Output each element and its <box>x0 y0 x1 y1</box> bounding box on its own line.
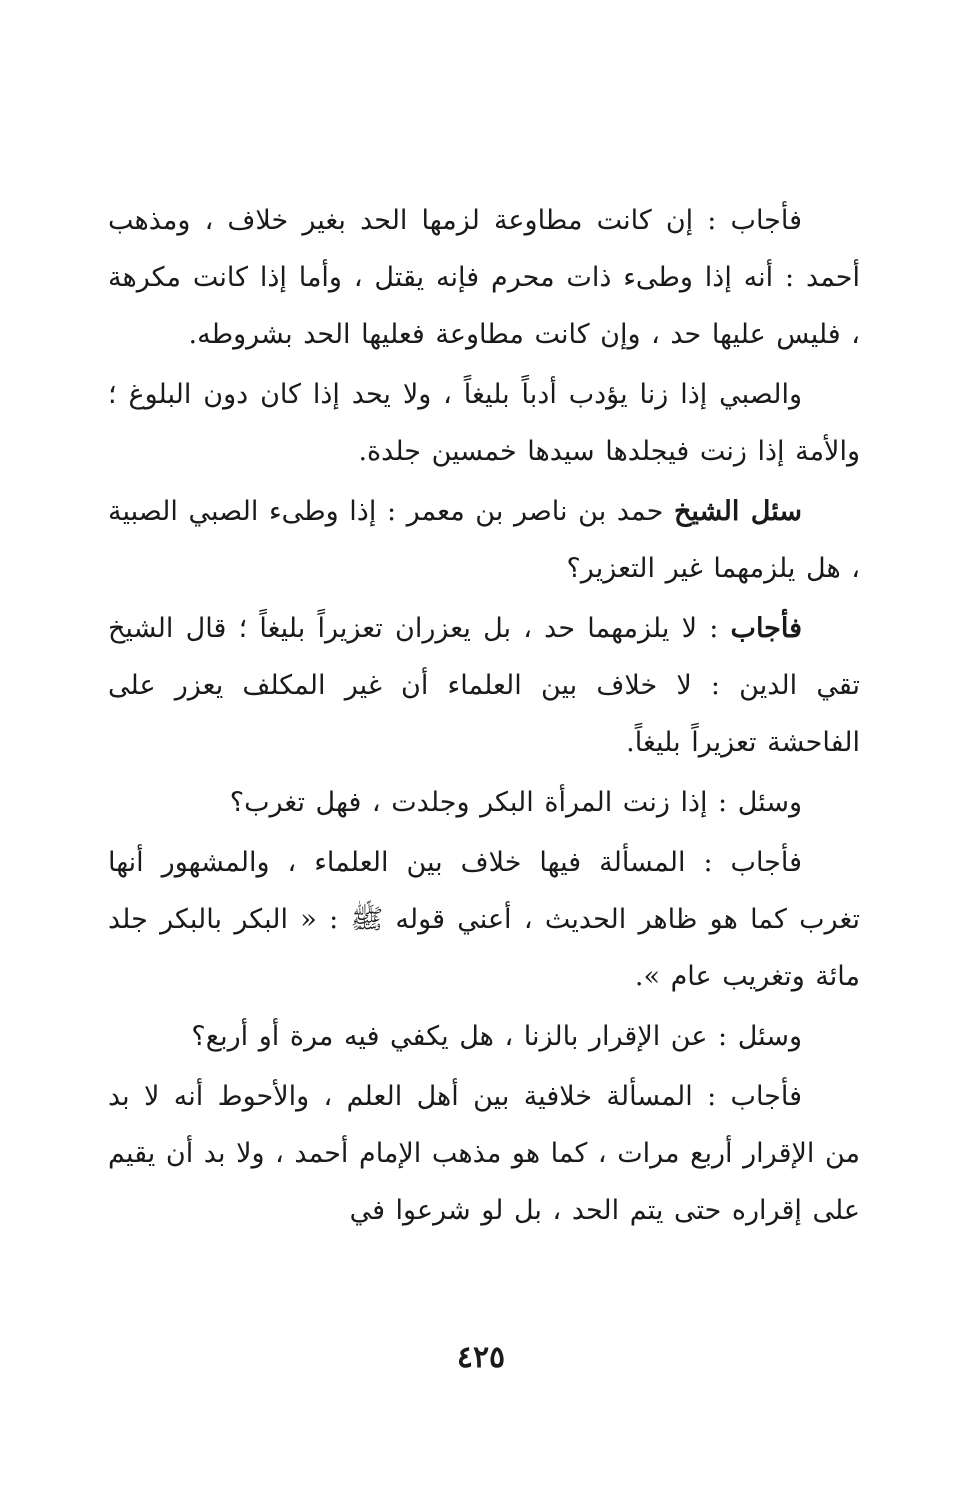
paragraph-2-text: والصبي إذا زنا يؤدب أدباً بليغاً ، ولا يحد إذا كان دون البلوغ ؛ والأمة إذا زنت فيجلدها سيدها خمسين جلدة. <box>108 379 860 467</box>
paragraph-4-lead: فأجاب <box>730 613 802 644</box>
paragraph-6 <box>108 834 860 1005</box>
paragraph-3 <box>108 483 860 597</box>
paragraph-7-text: وسئل : عن الإقرار بالزنا ، هل يكفي فيه مرة أو أربع؟ <box>191 1021 802 1052</box>
paragraph-1-text: فأجاب : إن كانت مطاوعة لزمها الحد بغير خلاف ، ومذهب أحمد : أنه إذا وطىء ذات محرم فإنه يقتل ، وأما إذا كانت مكرهة ، فليس عليها حد ، وإن كانت مطاوعة فعليها الحد بشروطه. <box>108 205 860 350</box>
paragraph-1 <box>108 192 860 363</box>
paragraph-7 <box>108 1008 860 1065</box>
paragraph-3-lead: سئل الشيخ <box>673 496 802 527</box>
paragraph-8 <box>108 1068 860 1239</box>
paragraph-4 <box>108 600 860 771</box>
page-body <box>108 192 860 1242</box>
paragraph-5-text: وسئل : إذا زنت المرأة البكر وجلدت ، فهل تغرب؟ <box>229 787 802 818</box>
page-number: ٤٢٥ <box>456 1340 506 1375</box>
paragraph-3-text: حمد بن ناصر بن معمر : إذا وطىء الصبي الصبية ، هل يلزمهما غير التعزير؟ <box>108 496 860 584</box>
paragraph-6-text: فأجاب : المسألة فيها خلاف بين العلماء ، والمشهور أنها تغرب كما هو ظاهر الحديث ، أعني قوله ﷺ : « البكر بالبكر جلد مائة وتغريب عام ». <box>108 847 860 992</box>
paragraph-4-text: : لا يلزمهما حد ، بل يعزران تعزيراً بليغاً ؛ قال الشيخ تقي الدين : لا خلاف بين العلماء أن غير المكلف يعزر على الفاحشة تعزيراً بليغاً. <box>108 613 860 758</box>
paragraph-2 <box>108 366 860 480</box>
paragraph-5 <box>108 774 860 831</box>
paragraph-8-text: فأجاب : المسألة خلافية بين أهل العلم ، والأحوط أنه لا بد من الإقرار أربع مرات ، كما هو مذهب الإمام أحمد ، ولا بد أن يقيم على إقراره حتى يتم الحد ، بل لو شرعوا في <box>108 1081 860 1226</box>
